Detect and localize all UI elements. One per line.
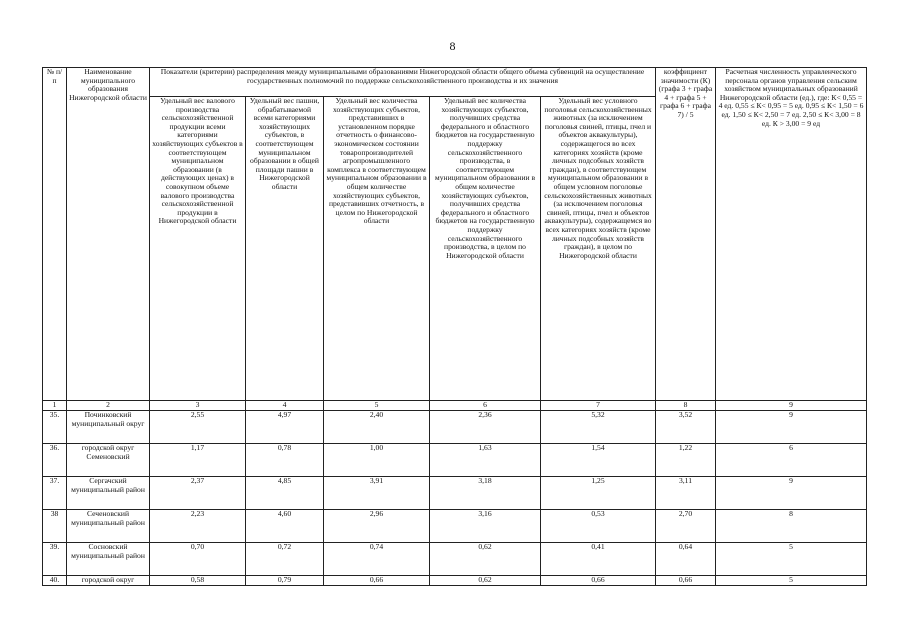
- table-row: [43, 477, 867, 510]
- cell-supported-entities: 3,16: [430, 510, 541, 543]
- cell-livestock: 1,25: [541, 477, 656, 510]
- column-index: 6: [430, 401, 541, 411]
- cell-supported-entities: 0,62: [430, 576, 541, 586]
- cell-supported-entities: 1,63: [430, 444, 541, 477]
- cell-livestock: 0,53: [541, 510, 656, 543]
- row-municipality: Сеченовский муниципальный район: [67, 510, 150, 543]
- header-col5: Удельный вес количества хозяйствующих субъектов, представивших в установленном порядке отчетность о финансово-экономическом состоянии товаропроизводителей агропромышленного комплекса в соответствующем муниципальном образовании в общем количестве хозяйствующих субъектов, представивших отчетность, в целом по Нижегородской области: [324, 97, 430, 401]
- cell-reporting-entities: 2,40: [324, 411, 430, 444]
- cell-gross-production: 2,55: [150, 411, 246, 444]
- column-index-row: [43, 401, 867, 411]
- cell-arable-land: 4,85: [246, 477, 324, 510]
- cell-reporting-entities: 2,96: [324, 510, 430, 543]
- cell-livestock: 5,32: [541, 411, 656, 444]
- row-num: 39.: [43, 543, 67, 576]
- cell-livestock: 1,54: [541, 444, 656, 477]
- row-num: 37.: [43, 477, 67, 510]
- cell-arable-land: 4,60: [246, 510, 324, 543]
- cell-reporting-entities: 3,91: [324, 477, 430, 510]
- cell-staffing: 5: [716, 576, 867, 586]
- row-num: 35.: [43, 411, 67, 444]
- cell-reporting-entities: 0,66: [324, 576, 430, 586]
- header-col7: Удельный вес условного поголовья сельскохозяйственных животных (за исключением поголовья свиней, птицы, пчел и объектов аквакультуры), содержащегося во всех категориях хозяйств (кроме личных подсобных хозяйств граждан), в соответствующем муниципальном образовании в общем условном поголовье сельскохозяйственных животных (за исключением поголовья свиней, птицы, пчел и объектов аквакультуры), содержащемся во всех категориях хозяйств (кроме личных подсобных хозяйств граждан), в целом по Нижегородской области: [541, 97, 656, 401]
- row-municipality: Починковский муниципальный округ: [67, 411, 150, 444]
- column-index: 3: [150, 401, 246, 411]
- header-col3: Удельный вес валового производства сельскохозяйственной продукции всеми категориями хозяйствующих субъектов в соответствующем муниципальном образовании (в действующих ценах) в совокупном объеме валового производства сельскохозяйственной продукции в Нижегородской области: [150, 97, 246, 401]
- cell-coefficient: 1,22: [656, 444, 716, 477]
- row-num: 38: [43, 510, 67, 543]
- cell-coefficient: 3,52: [656, 411, 716, 444]
- row-num: 36.: [43, 444, 67, 477]
- column-index: 2: [67, 401, 150, 411]
- cell-gross-production: 0,70: [150, 543, 246, 576]
- row-municipality: Сергачский муниципальный район: [67, 477, 150, 510]
- column-index: 1: [43, 401, 67, 411]
- row-municipality: городской округ Семеновский: [67, 444, 150, 477]
- cell-staffing: 9: [716, 477, 867, 510]
- header-col6: Удельный вес количества хозяйствующих субъектов, получивших средства федерального и областного бюджетов на государственную поддержку сельскохозяйственного производства, в соответствующем муниципальном образовании в общем количестве хозяйствующих субъектов, получивших средства федерального и областного бюджетов на государственную поддержку сельскохозяйственного производства, в целом по Нижегородской области: [430, 97, 541, 401]
- table-row: [43, 510, 867, 543]
- cell-reporting-entities: 0,74: [324, 543, 430, 576]
- header-coefficient: коэффициент значимости (К) (графа 3 + графа 4 + графа 5 + графа 6 + графа 7) / 5: [656, 68, 716, 401]
- column-index: 8: [656, 401, 716, 411]
- cell-staffing: 6: [716, 444, 867, 477]
- row-municipality: Сосновский муниципальный район: [67, 543, 150, 576]
- row-municipality: городской округ: [67, 576, 150, 586]
- cell-gross-production: 2,37: [150, 477, 246, 510]
- cell-supported-entities: 2,36: [430, 411, 541, 444]
- cell-coefficient: 0,64: [656, 543, 716, 576]
- cell-arable-land: 0,78: [246, 444, 324, 477]
- table-row: [43, 444, 867, 477]
- column-index: 9: [716, 401, 867, 411]
- header-indicators-group: Показатели (критерии) распределения между муниципальными образованиями Нижегородской области общего объема субвенций на осуществление государственных полномочий по поддержке сельскохозяйственного производства и их значения: [150, 68, 656, 97]
- subvention-table: [42, 67, 867, 586]
- column-index: 4: [246, 401, 324, 411]
- row-num: 40.: [43, 576, 67, 586]
- cell-livestock: 0,41: [541, 543, 656, 576]
- cell-arable-land: 0,79: [246, 576, 324, 586]
- header-row-top: [43, 68, 867, 97]
- header-staffing: Расчетная численность управленческого персонала органов управления сельским хозяйством муниципальных образований Нижегородской области (ед.), где: К< 0,55 = 4 ед. 0,55 ≤ К< 0,95 = 5 ед. 0,95 ≤ К< 1,50 = 6 ед. 1,50 ≤ К< 2,50 = 7 ед. 2,50 ≤ К< 3,00 = 8 ед. К > 3,00 = 9 ед: [716, 68, 867, 401]
- cell-coefficient: 0,66: [656, 576, 716, 586]
- cell-arable-land: 4,97: [246, 411, 324, 444]
- cell-arable-land: 0,72: [246, 543, 324, 576]
- header-col4: Удельный вес пашни, обрабатываемой всеми категориями хозяйствующих субъектов, в соответствующем муниципальном образовании в общей площади пашни в Нижегородской области: [246, 97, 324, 401]
- cell-supported-entities: 0,62: [430, 543, 541, 576]
- cell-livestock: 0,66: [541, 576, 656, 586]
- cell-coefficient: 2,70: [656, 510, 716, 543]
- header-num: № п/п: [43, 68, 67, 401]
- cell-supported-entities: 3,18: [430, 477, 541, 510]
- cell-staffing: 8: [716, 510, 867, 543]
- cell-gross-production: 1,17: [150, 444, 246, 477]
- column-index: 5: [324, 401, 430, 411]
- cell-gross-production: 2,23: [150, 510, 246, 543]
- header-name: Наименование муниципального образования Нижегородской области: [67, 68, 150, 401]
- cell-reporting-entities: 1,00: [324, 444, 430, 477]
- table-row: [43, 543, 867, 576]
- column-index: 7: [541, 401, 656, 411]
- page-number: 8: [449, 39, 456, 53]
- cell-gross-production: 0,58: [150, 576, 246, 586]
- cell-staffing: 5: [716, 543, 867, 576]
- cell-coefficient: 3,11: [656, 477, 716, 510]
- table-row: [43, 411, 867, 444]
- cell-staffing: 9: [716, 411, 867, 444]
- table-row: [43, 576, 867, 586]
